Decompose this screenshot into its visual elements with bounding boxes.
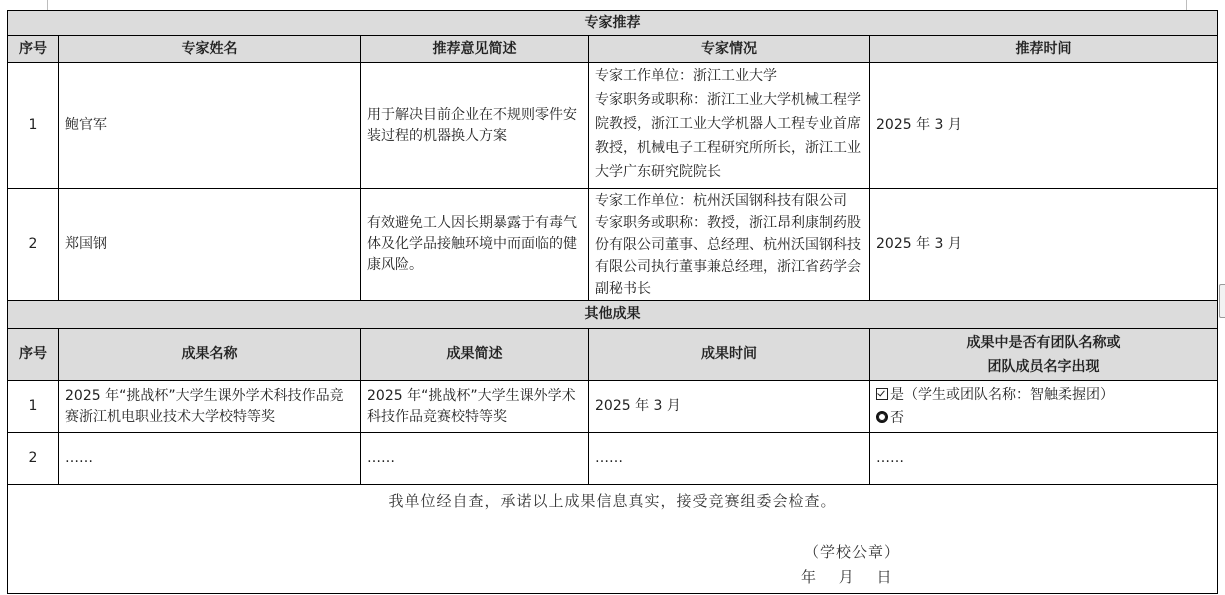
results-form-table — [7, 10, 1218, 594]
signature-block — [8, 485, 1218, 594]
expert-row-unit: 专家工作单位：浙江工业大学 — [595, 68, 777, 84]
other-header-brief: 成果简述 — [361, 329, 589, 381]
expert-header-name: 专家姓名 — [59, 36, 361, 63]
other-header-name: 成果名称 — [59, 329, 361, 381]
other-header-time: 成果时间 — [589, 329, 870, 381]
expert-row-time: 2025 年 3 月 — [870, 63, 1218, 189]
expert-row — [8, 189, 1218, 301]
other-header-team-line1: 成果中是否有团队名称或 — [966, 334, 1121, 351]
team-yes-label: 是（学生或团队名称：智触柔握团） — [890, 386, 1114, 403]
other-header-team — [870, 329, 1218, 381]
result-row-no: 2 — [8, 433, 59, 485]
expert-row-title: 专家职务或职称：浙江工业大学机械工程学院教授，浙江工业大学机器人工程专业首席教授，机械电子工程研究所所长，浙江工业大学广东研究院院长 — [595, 92, 861, 180]
page-margin-left — [47, 0, 48, 10]
team-no-label: 否 — [890, 409, 904, 426]
team-no-option[interactable] — [876, 407, 1211, 430]
page-margin-right — [1186, 0, 1187, 10]
expert-row-no: 1 — [8, 63, 59, 189]
team-yes-option[interactable] — [876, 384, 1211, 407]
expert-row-title: 专家职务或职称：教授，浙江昂利康制药股份有限公司董事、总经理、杭州沃国钢科技有限公司执行董事兼总经理，浙江省药学会副秘书长 — [595, 215, 861, 297]
sign-date-label: 年 月 日 — [801, 568, 892, 586]
result-row-brief: …… — [361, 433, 589, 485]
expert-row-opinion: 有效避免工人因长期暴露于有毒气体及化学品接触环境中而面临的健康风险。 — [361, 189, 589, 301]
result-row-time: …… — [589, 433, 870, 485]
expert-row-unit: 专家工作单位：杭州沃国钢科技有限公司 — [595, 193, 847, 209]
expert-row-no: 2 — [8, 189, 59, 301]
expert-row-name: 鲍官军 — [59, 63, 361, 189]
result-row-brief: 2025 年“挑战杯”大学生课外学术科技作品竞赛校特等奖 — [361, 381, 589, 433]
result-row — [8, 381, 1218, 433]
expert-row-time: 2025 年 3 月 — [870, 189, 1218, 301]
expert-section-title: 专家推荐 — [8, 11, 1218, 36]
expert-header-profile: 专家情况 — [589, 36, 870, 63]
other-header-team-line2: 团队成员名字出现 — [987, 358, 1100, 375]
expert-header-opinion: 推荐意见简述 — [361, 36, 589, 63]
other-section-title: 其他成果 — [8, 301, 1218, 329]
result-row-name: 2025 年“挑战杯”大学生课外学术科技作品竞赛浙江机电职业技术大学校特等奖 — [59, 381, 361, 433]
pledge-text: 我单位经自查，承诺以上成果信息真实，接受竞赛组委会检查。 — [388, 492, 837, 510]
result-row-name: …… — [59, 433, 361, 485]
result-row-time: 2025 年 3 月 — [589, 381, 870, 433]
radio-circle-icon[interactable] — [876, 411, 888, 423]
other-header-no: 序号 — [8, 329, 59, 381]
expert-header-no: 序号 — [8, 36, 59, 63]
result-row-no: 1 — [8, 381, 59, 433]
result-row — [8, 433, 1218, 485]
checkbox-checked-icon[interactable] — [876, 388, 888, 400]
expert-row-opinion: 用于解决目前企业在不规则零件安装过程的机器换人方案 — [361, 63, 589, 189]
result-row-team: …… — [870, 433, 1218, 485]
side-scroll-handle[interactable] — [1219, 284, 1225, 318]
school-seal-label: （学校公章） — [804, 543, 901, 561]
expert-row — [8, 63, 1218, 189]
expert-row-name: 郑国钢 — [59, 189, 361, 301]
expert-header-time: 推荐时间 — [870, 36, 1218, 63]
